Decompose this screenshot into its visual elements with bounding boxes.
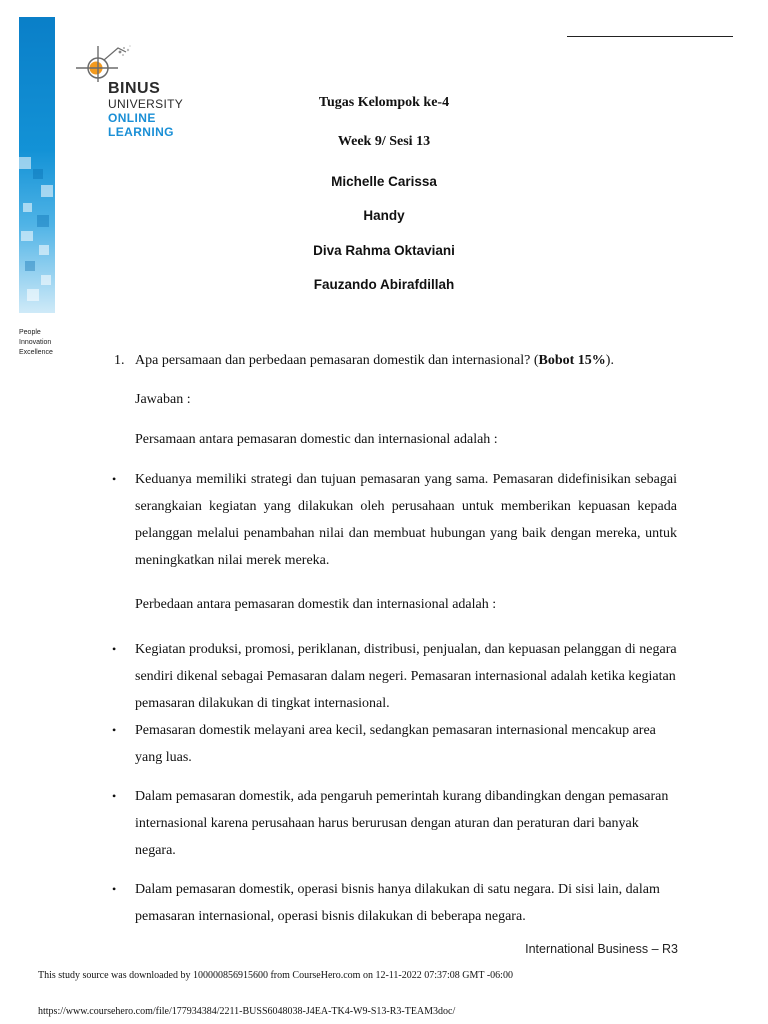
logo-line-learning: LEARNING (108, 125, 174, 139)
tagline-innovation: Innovation (19, 339, 52, 346)
course-footer: International Business – R3 (525, 942, 678, 956)
week-session: Week 9/ Sesi 13 (337, 134, 431, 149)
member-name: Handy (363, 208, 405, 223)
logo-line-binus: BINUS (108, 80, 161, 97)
tagline-people: People (19, 329, 41, 336)
side-decoration-bar (19, 17, 55, 313)
similarities-intro: Persamaan antara pemasaran domestic dan internasional adalah : (135, 432, 498, 447)
question-body: Apa persamaan dan perbedaan pemasaran domestik dan internasional? ( (135, 353, 539, 368)
difference-item: Dalam pemasaran domestik, operasi bisnis hanya dilakukan di satu negara. Di sisi lain, dalam pemasaran internasional, operasi bisnis dilakukan di beberapa negara. (135, 882, 660, 924)
question-weight: Bobot 15% (538, 353, 606, 368)
question-closing: ). (605, 353, 614, 368)
question-text (135, 347, 677, 374)
difference-item: Kegiatan produksi, promosi, periklanan, distribusi, penjualan, dan kepuasan pelanggan di negara sendiri dikenal sebagai Pemasaran dalam negeri. Pemasaran internasional adalah ketika kegiatan pemasaran dilakukan di tingkat internasional. (135, 642, 677, 711)
download-notice: This study source was downloaded by 100000856915600 from CourseHero.com on 12-11-2022 07:37:08 GMT -06:00 (38, 970, 513, 981)
similarity-item: Keduanya memiliki strategi dan tujuan pemasaran yang sama. Pemasaran didefinisikan sebagai serangkaian kegiatan yang dilakukan oleh perusahaan untuk memberikan kepuasan kepada pelanggan melalui penambahan nilai dan membuat hubungan yang baik dengan mereka, untuk meningkatkan nilai merek mereka. (135, 472, 677, 568)
difference-item: Pemasaran domestik melayani area kecil, sedangkan pemasaran internasional mencakup area yang luas. (135, 723, 656, 765)
logo-line-university: UNIVERSITY (108, 97, 184, 111)
bullet-icon: • (112, 789, 117, 803)
tagline (19, 328, 53, 358)
question-number: 1. (114, 353, 125, 368)
logo-line-online: ONLINE (108, 111, 156, 125)
top-rule (567, 36, 733, 37)
bullet-icon: • (112, 723, 117, 737)
bullet-icon: • (112, 642, 117, 656)
bullet-icon: • (112, 882, 117, 896)
logo-wordmark (108, 80, 183, 139)
member-name: Michelle Carissa (331, 174, 437, 189)
differences-intro: Perbedaan antara pemasaran domestik dan internasional adalah : (135, 597, 497, 612)
bullet-icon: • (112, 472, 117, 486)
assignment-title: Tugas Kelompok ke-4 (318, 95, 450, 110)
tagline-excellence: Excellence (19, 349, 53, 356)
source-url-link[interactable]: https://www.coursehero.com/file/177934384/2211-BUSS6048038-J4EA-TK4-W9-S13-R3-TEAM3doc/ (38, 1006, 456, 1017)
difference-item: Dalam pemasaran domestik, ada pengaruh pemerintah kurang dibandingkan dengan pemasaran internasional karena perusahaan harus berurusan dengan aturan dan peraturan dari banyak negara. (135, 789, 669, 858)
member-name: Diva Rahma Oktaviani (313, 243, 455, 258)
member-name: Fauzando Abirafdillah (313, 277, 455, 292)
answer-label: Jawaban : (135, 392, 191, 407)
